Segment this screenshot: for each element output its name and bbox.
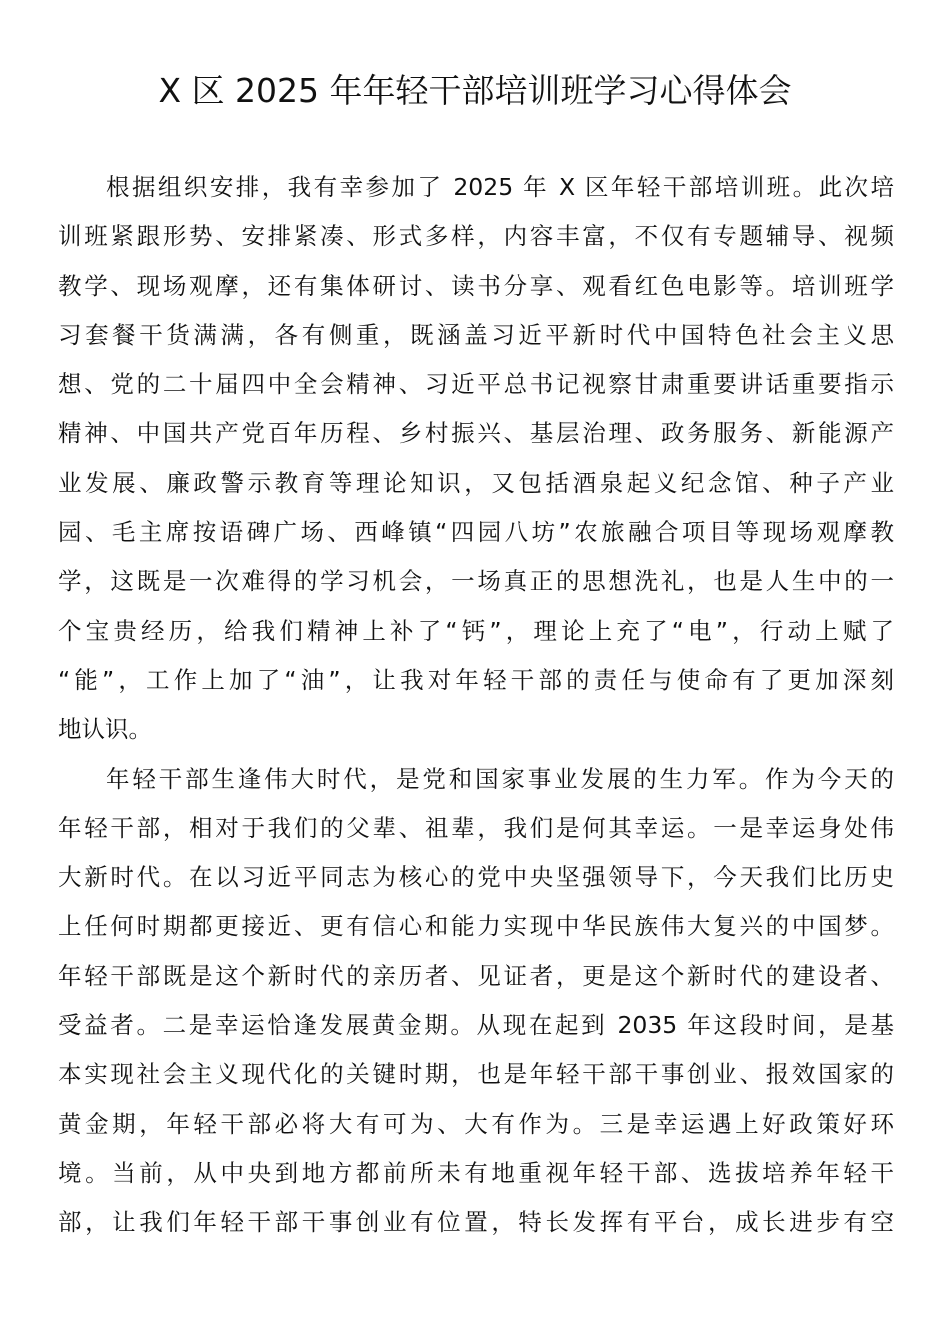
text-line: 训班紧跟形势、安排紧凑、形式多样，内容丰富，不仅有专题辅导、视频	[58, 222, 894, 251]
text-line: 教学、现场观摩，还有集体研讨、读书分享、观看红色电影等。培训班学	[58, 271, 894, 300]
document-title: X 区 2025 年年轻干部培训班学习心得体会	[158, 71, 792, 110]
text-line: 本实现社会主义现代化的关键时期，也是年轻干部干事创业、报效国家的	[58, 1060, 894, 1089]
text-line: 境。当前，从中央到地方都前所未有地重视年轻干部、选拔培养年轻干	[58, 1158, 894, 1187]
text-line: 上任何时期都更接近、更有信心和能力实现中华民族伟大复兴的中国梦。	[58, 912, 894, 941]
text-line: 个宝贵经历，给我们精神上补了“钙”，理论上充了“电”，行动上赋了	[58, 616, 894, 645]
text-line: 想、党的二十届四中全会精神、习近平总书记视察甘肃重要讲话重要指示	[58, 370, 894, 399]
paragraph-2	[58, 755, 894, 1248]
text-line: 学，这既是一次难得的学习机会，一场真正的思想洗礼，也是人生中的一	[58, 567, 894, 596]
text-line: 精神、中国共产党百年历程、乡村振兴、基层治理、政务服务、新能源产	[58, 419, 894, 448]
text-line: 年轻干部生逢伟大时代，是党和国家事业发展的生力军。作为今天的	[106, 764, 894, 793]
text-line: 年轻干部，相对于我们的父辈、祖辈，我们是何其幸运。一是幸运身处伟	[58, 813, 894, 842]
text-line: 大新时代。在以习近平同志为核心的党中央坚强领导下，今天我们比历史	[58, 863, 894, 892]
text-line: 业发展、廉政警示教育等理论知识，又包括酒泉起义纪念馆、种子产业	[58, 468, 894, 497]
text-line: 部，让我们年轻干部干事创业有位置，特长发挥有平台，成长进步有空	[58, 1208, 894, 1237]
text-line: 黄金期，年轻干部必将大有可为、大有作为。三是幸运遇上好政策好环	[58, 1109, 894, 1138]
text-line: 地认识。	[58, 715, 152, 744]
text-line: 习套餐干货满满，各有侧重，既涵盖习近平新时代中国特色社会主义思	[58, 320, 894, 349]
text-line: “能”，工作上加了“油”，让我对年轻干部的责任与使命有了更加深刻	[58, 665, 894, 694]
text-line: 受益者。二是幸运恰逢发展黄金期。从现在起到 2035 年这段时间，是基	[58, 1011, 894, 1040]
document-body	[58, 163, 894, 1248]
text-line: 根据组织安排，我有幸参加了 2025 年 X 区年轻干部培训班。此次培	[106, 173, 894, 201]
text-line: 园、毛主席按语碑广场、西峰镇“四园八坊”农旅融合项目等现场观摩教	[58, 518, 894, 547]
paragraph-1	[58, 163, 894, 755]
text-line: 年轻干部既是这个新时代的亲历者、见证者，更是这个新时代的建设者、	[58, 961, 894, 990]
